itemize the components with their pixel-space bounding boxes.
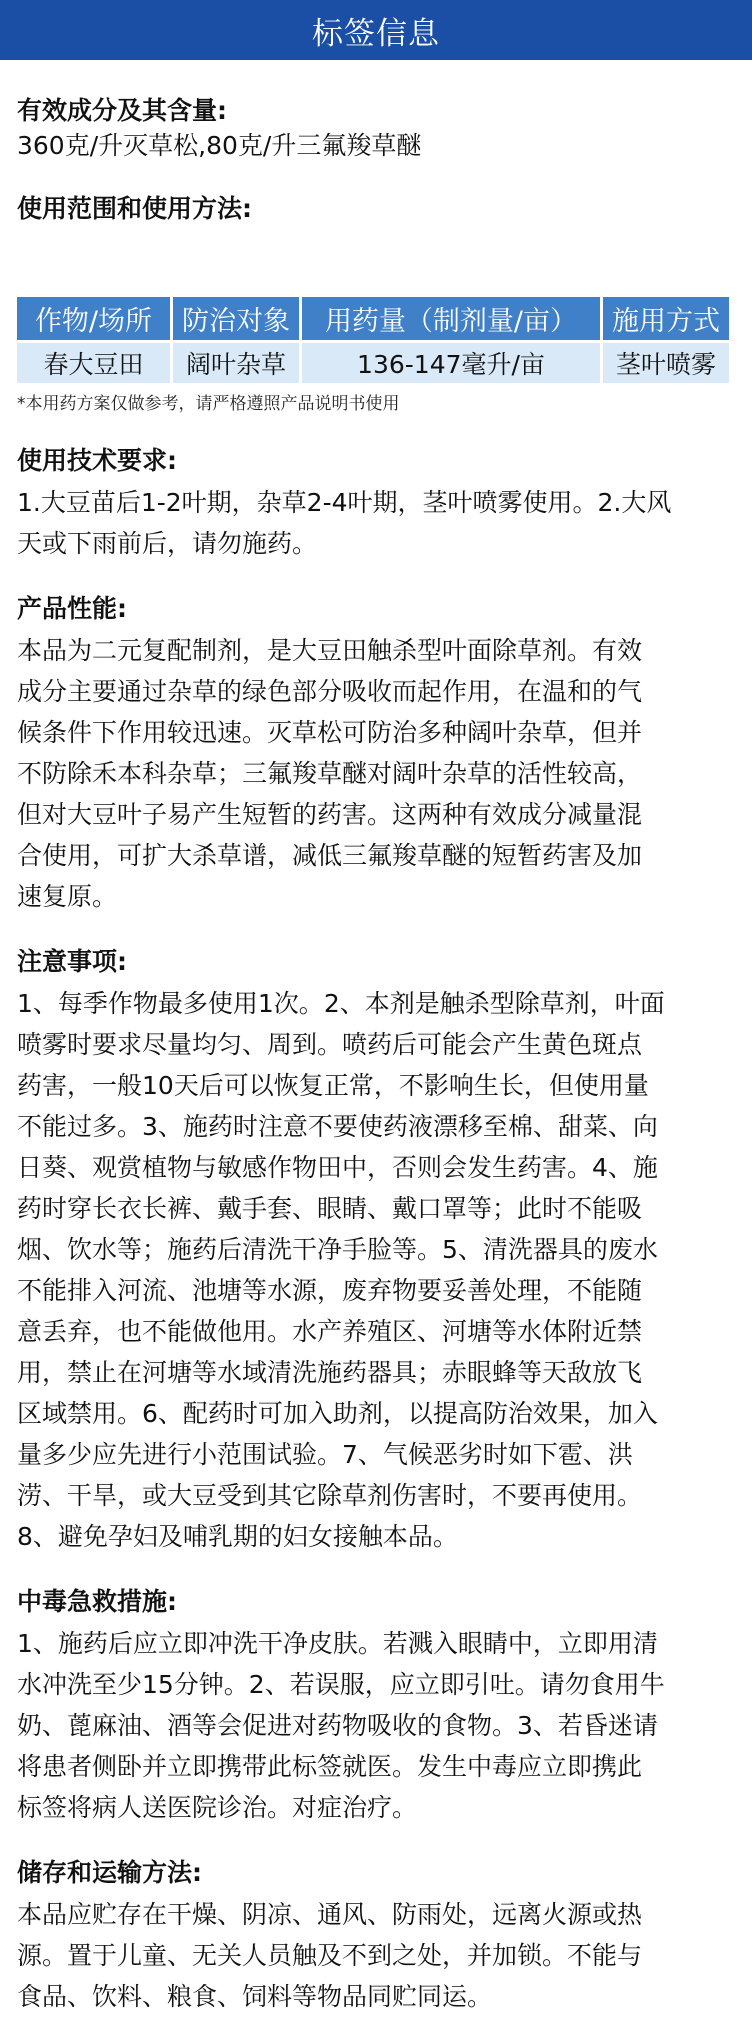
precautions-section xyxy=(17,945,735,1557)
column-header-dosage: 用药量（制剂量/亩） xyxy=(302,297,600,340)
text-line: 不防除禾本科杂草；三氟羧草醚对阔叶杂草的活性较高， xyxy=(17,759,643,788)
first-aid-section xyxy=(17,1585,735,1828)
text-line: 本品为二元复配制剂，是大豆田触杀型叶面除草剂。有效 xyxy=(17,636,643,665)
label-content xyxy=(0,94,752,2017)
text-line: 源。置于儿童、无关人员触及不到之处，并加锁。不能与 xyxy=(17,1941,643,1970)
text-line: 烟、饮水等；施药后清洗干净手脸等。5、清洗器具的废水 xyxy=(17,1235,658,1264)
storage-text xyxy=(17,1894,735,2017)
column-header-target: 防治对象 xyxy=(173,297,299,340)
usage-heading: 使用范围和使用方法: xyxy=(17,194,252,223)
page-title: 标签信息 xyxy=(312,15,440,52)
header-bar xyxy=(0,0,752,60)
first-aid-text xyxy=(17,1623,735,1828)
text-line: 食品、饮料、粮食、饲料等物品同贮同运。 xyxy=(17,1982,493,2011)
text-line: 不能过多。3、施药时注意不要使药液漂移至棉、甜菜、向 xyxy=(17,1112,658,1141)
text-line: 但对大豆叶子易产生短暂的药害。这两种有效成分减量混 xyxy=(17,800,643,829)
text-line: 1、每季作物最多使用1次。2、本剂是触杀型除草剂，叶面 xyxy=(17,989,665,1018)
text-line: 不能排入河流、池塘等水源，废弃物要妥善处理，不能随 xyxy=(17,1276,643,1305)
tech-section xyxy=(17,444,735,564)
column-header-crop: 作物/场所 xyxy=(17,297,170,340)
usage-table-header-row xyxy=(17,297,729,340)
performance-text xyxy=(17,630,735,917)
usage-section xyxy=(17,192,735,416)
tech-text xyxy=(17,482,735,564)
text-line: 意丢弃，也不能做他用。水产养殖区、河塘等水体附近禁 xyxy=(17,1317,643,1346)
text-line: 成分主要通过杂草的绿色部分吸收而起作用，在温和的气 xyxy=(17,677,643,706)
text-line: 1.大豆苗后1-2叶期，杂草2-4叶期，茎叶喷雾使用。2.大风 xyxy=(17,488,672,517)
text-line: 合使用，可扩大杀草谱，减低三氟羧草醚的短暂药害及加 xyxy=(17,841,643,870)
precautions-text xyxy=(17,983,735,1557)
text-line: 将患者侧卧并立即携带此标签就医。发生中毒应立即携此 xyxy=(17,1752,643,1781)
text-line: 天或下雨前后，请勿施药。 xyxy=(17,529,318,558)
table-row xyxy=(17,343,729,383)
text-line: 涝、干旱，或大豆受到其它除草剂伤害时，不要再使用。 xyxy=(17,1481,643,1510)
performance-heading: 产品性能: xyxy=(17,594,127,623)
usage-table xyxy=(14,294,732,386)
text-line: 速复原。 xyxy=(17,882,118,911)
text-line: 水冲洗至少15分钟。2、若误服，应立即引吐。请勿食用牛 xyxy=(17,1670,665,1699)
storage-heading: 储存和运输方法: xyxy=(17,1858,202,1887)
ingredients-heading: 有效成分及其含量: xyxy=(17,96,227,125)
text-line: 用，禁止在河塘等水域清洗施药器具；赤眼蜂等天敌放飞 xyxy=(17,1358,643,1387)
storage-section xyxy=(17,1856,735,2017)
text-line: 喷雾时要求尽量均匀、周到。喷药后可能会产生黄色斑点 xyxy=(17,1030,643,1059)
text-line: 区域禁用。6、配药时可加入助剂，以提高防治效果，加入 xyxy=(17,1399,658,1428)
ingredients-section xyxy=(17,94,735,164)
text-line: 奶、蓖麻油、酒等会促进对药物吸收的食物。3、若昏迷请 xyxy=(17,1711,658,1740)
cell-crop: 春大豆田 xyxy=(17,343,170,383)
precautions-heading: 注意事项: xyxy=(17,947,127,976)
text-line: 本品应贮存在干燥、阴凉、通风、防雨处，远离火源或热 xyxy=(17,1900,643,1929)
cell-target: 阔叶杂草 xyxy=(173,343,299,383)
performance-section xyxy=(17,592,735,917)
text-line: 药时穿长衣长裤、戴手套、眼睛、戴口罩等；此时不能吸 xyxy=(17,1194,643,1223)
ingredients-text: 360克/升灭草松,80克/升三氟羧草醚 xyxy=(17,131,422,160)
text-line: 1、施药后应立即冲洗干净皮肤。若溅入眼睛中，立即用清 xyxy=(17,1629,658,1658)
usage-note: *本用药方案仅做参考，请严格遵照产品说明书使用 xyxy=(17,394,400,414)
text-line: 药害，一般10天后可以恢复正常，不影响生长，但使用量 xyxy=(17,1071,649,1100)
text-line: 候条件下作用较迅速。灭草松可防治多种阔叶杂草，但并 xyxy=(17,718,643,747)
cell-dosage: 136-147毫升/亩 xyxy=(302,343,600,383)
text-line: 标签将病人送医院诊治。对症治疗。 xyxy=(17,1793,418,1822)
text-line: 日葵、观赏植物与敏感作物田中，否则会发生药害。4、施 xyxy=(17,1153,658,1182)
text-line: 量多少应先进行小范围试验。7、气候恶劣时如下雹、洪 xyxy=(17,1440,633,1469)
cell-method: 茎叶喷雾 xyxy=(603,343,729,383)
first-aid-heading: 中毒急救措施: xyxy=(17,1587,177,1616)
column-header-method: 施用方式 xyxy=(603,297,729,340)
tech-heading: 使用技术要求: xyxy=(17,446,177,475)
text-line: 8、避免孕妇及哺乳期的妇女接触本品。 xyxy=(17,1522,458,1551)
